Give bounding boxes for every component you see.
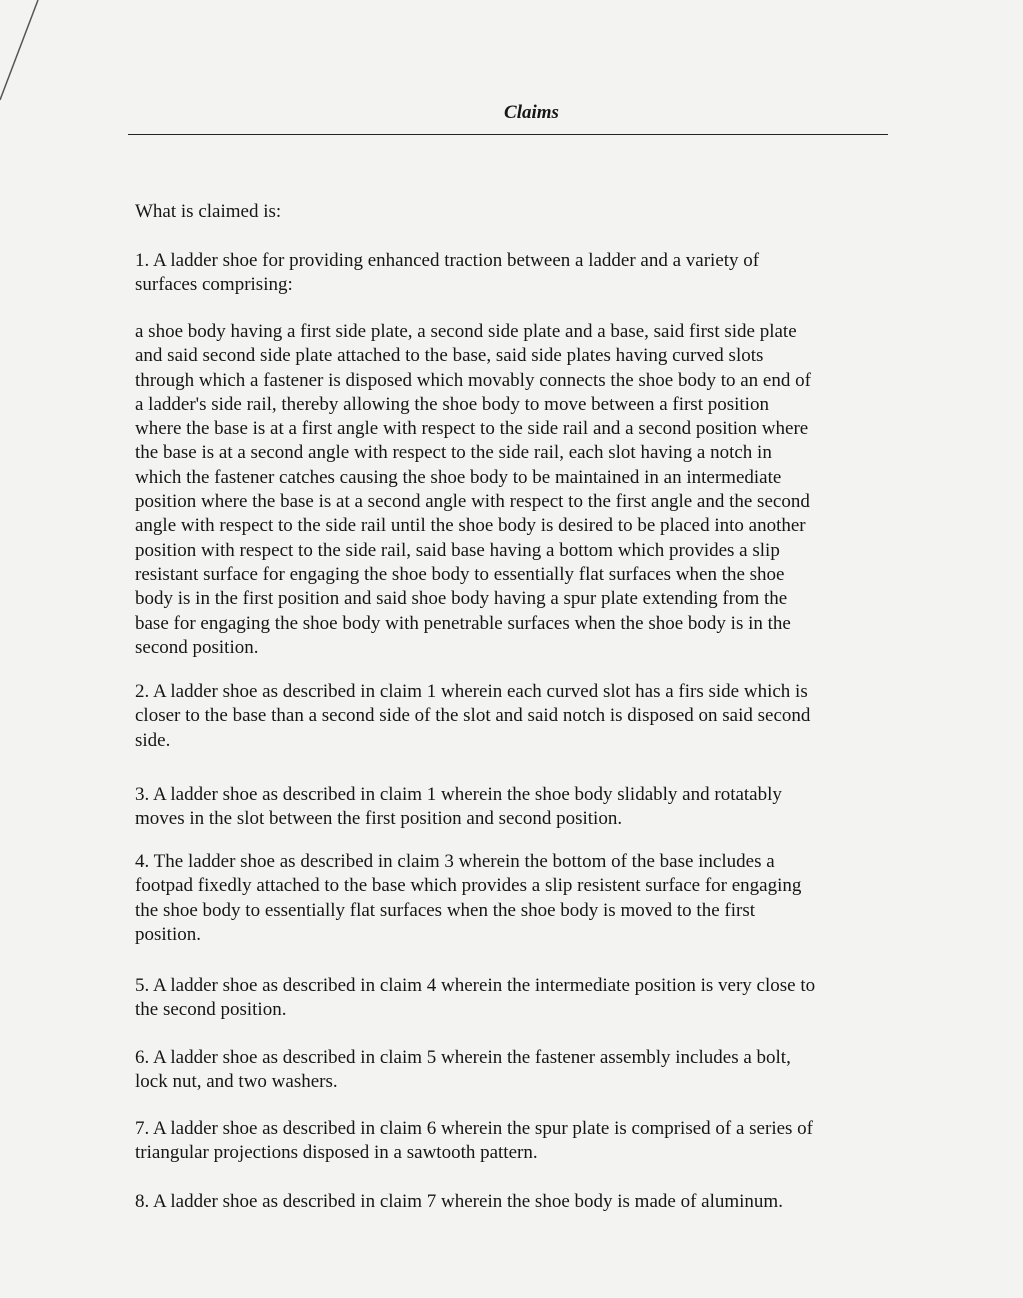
claim-line: lock nut, and two washers. — [135, 1071, 338, 1093]
title-rule — [128, 134, 888, 135]
claim-line: a shoe body having a first side plate, a second side plate and a base, said first side plate — [135, 321, 797, 342]
claim-line: the second position. — [135, 999, 287, 1021]
claim-line: 3. A ladder shoe as described in claim 1 wherein the shoe body slidably and rotatably — [135, 784, 782, 805]
claim-line: 5. A ladder shoe as described in claim 4 wherein the intermediate position is very close to — [135, 975, 816, 996]
claim-line: which the fastener catches causing the shoe body to be maintained in an intermediate — [135, 466, 782, 488]
intro-text: What is claimed is: — [135, 201, 282, 222]
title-text: Claims — [504, 102, 559, 123]
claim-1-preamble — [135, 249, 759, 298]
claim-7 — [135, 1117, 813, 1166]
claim-line: 4. The ladder shoe as described in claim 3 wherein the bottom of the base includes a — [135, 851, 775, 872]
claim-line: 6. A ladder shoe as described in claim 5 wherein the fastener assembly includes a bolt, — [135, 1047, 791, 1068]
claim-2 — [135, 680, 810, 753]
claim-line: a ladder's side rail, thereby allowing the shoe body to move between a first position — [135, 393, 769, 415]
claim-line: position. — [135, 923, 201, 945]
page-edge — [0, 0, 60, 110]
claim-line: surfaces comprising: — [135, 274, 293, 296]
claim-line: base for engaging the shoe body with penetrable surfaces when the shoe body is in the — [135, 612, 791, 634]
claim-line: triangular projections disposed in a sawtooth pattern. — [135, 1142, 538, 1164]
claim-3 — [135, 783, 782, 832]
claim-5 — [135, 974, 815, 1023]
claim-line: position with respect to the side rail, said base having a bottom which provides a slip — [135, 539, 780, 561]
claim-line: angle with respect to the side rail until the shoe body is desired to be placed into another — [135, 515, 806, 537]
claim-line: through which a fastener is disposed which movably connects the shoe body to an end of — [135, 369, 811, 391]
claim-line: position where the base is at a second angle with respect to the first angle and the second — [135, 491, 810, 513]
claim-line: moves in the slot between the first position and second position. — [135, 808, 623, 830]
claim-line: and said second side plate attached to the base, said side plates having curved slots — [135, 345, 764, 367]
claim-line: side. — [135, 729, 171, 751]
claim-4 — [135, 850, 801, 947]
page-title — [0, 102, 1023, 124]
claim-line: body is in the first position and said shoe body having a spur plate extending from the — [135, 588, 788, 610]
claim-line: the shoe body to essentially flat surfaces when the shoe body is moved to the first — [135, 899, 756, 921]
claim-line: footpad fixedly attached to the base which provides a slip resistent surface for engaging — [135, 875, 802, 897]
claim-line: 7. A ladder shoe as described in claim 6 wherein the spur plate is comprised of a series of — [135, 1118, 813, 1139]
claim-1-body — [135, 320, 811, 660]
claim-8 — [135, 1190, 783, 1214]
claim-line: the base is at a second angle with respect to the side rail, each slot having a notch in — [135, 442, 772, 464]
claim-6 — [135, 1046, 791, 1095]
claim-line: resistant surface for engaging the shoe body to essentially flat surfaces when the shoe — [135, 563, 785, 585]
claim-line: 8. A ladder shoe as described in claim 7 wherein the shoe body is made of aluminum. — [135, 1191, 783, 1212]
claim-line: 1. A ladder shoe for providing enhanced traction between a ladder and a variety of — [135, 250, 760, 271]
claim-line: 2. A ladder shoe as described in claim 1 wherein each curved slot has a firs side which is — [135, 681, 808, 702]
claim-line: second position. — [135, 636, 259, 658]
claim-line: where the base is at a first angle with respect to the side rail and a second position where — [135, 418, 809, 440]
intro — [135, 200, 281, 224]
claim-line: closer to the base than a second side of the slot and said notch is disposed on said second — [135, 705, 811, 727]
